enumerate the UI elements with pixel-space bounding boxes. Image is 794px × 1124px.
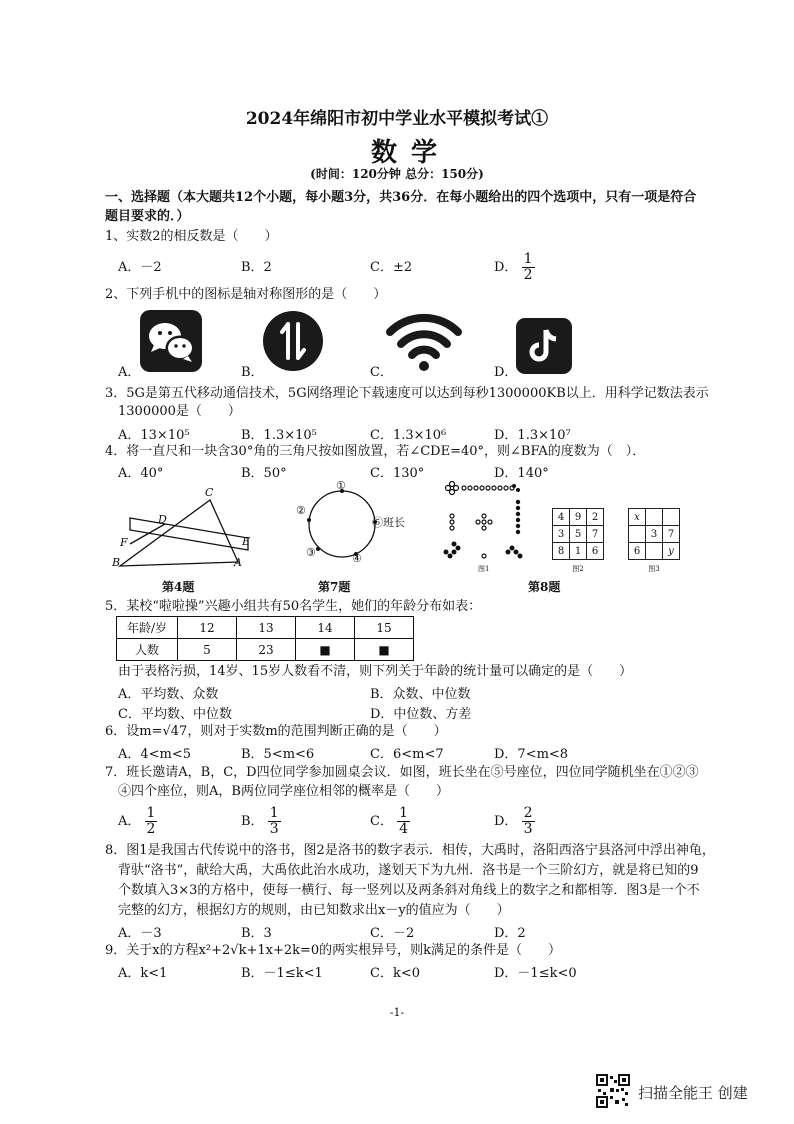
scanner-watermark: 扫描全能王 创建 (638, 1084, 748, 1102)
table-row (117, 617, 414, 639)
option-c: C．130° (370, 466, 425, 481)
exam-meta: (时间：120分钟 总分：150分) (310, 167, 484, 181)
option-b: B．1.3×10⁵ (241, 428, 317, 443)
option-b: B．众数、中位数 (370, 687, 471, 702)
option-c: C．6<m<7 (370, 747, 444, 762)
question-stem-line4: 完整的幻方，根据幻方的规则，由已知数求出x－y的值应为（ ） (118, 903, 510, 918)
option-d: D．－1≤k<0 (494, 966, 577, 981)
grid-cell: 6 (587, 543, 604, 560)
seat-label: ③ (306, 546, 316, 559)
table-header-cell: 14 (296, 617, 355, 639)
option-c: C．±2 (370, 260, 413, 275)
question-stem-line1: 7．班长邀请A，B，C，D四位同学参加圆桌会议．如图，班长坐在⑤号座位，四位同学随机坐在①②③ (105, 765, 699, 780)
point-label: F (120, 536, 128, 549)
table-header-cell: 13 (237, 617, 296, 639)
grid-cell: 3 (553, 526, 570, 543)
grid-cell (646, 509, 663, 526)
seat-label: ⑤班长 (372, 516, 405, 529)
grid-cell: 9 (570, 509, 587, 526)
table-header-cell: 15 (355, 617, 414, 639)
option-c: C．1.3×10⁶ (370, 428, 447, 443)
option-label: C． (370, 814, 393, 829)
section-heading-line1: 一、选择题（本大题共12个小题，每小题3分，共36分．在每小题给出的四个选项中，只有一项是符合 (105, 190, 697, 205)
question-stem: 6．设m=√47，则对于实数m的范围判断正确的是（ ） (105, 724, 447, 739)
question-continuation: 由于表格污损，14岁、15岁人数看不清，则下列关于年龄的统计量可以确定的是（ ） (118, 664, 633, 679)
question-stem-line3: 个数填入3×3的方格中，使每一横行、每一竖列以及两条斜对角线上的数字之和都相等．图3是一个不 (118, 883, 700, 898)
question-stem-line2: ④四个座位，则A，B两位同学座位相邻的概率是（ ） (118, 784, 449, 799)
option-c: C．k<0 (370, 966, 420, 981)
option-d: D．140° (494, 466, 549, 481)
option-c: C．平均数、中位数 (118, 707, 232, 722)
figure-8-incomplete-square (628, 508, 680, 574)
option-a: A．k<1 (118, 966, 168, 981)
option-c: C．－2 (370, 926, 415, 941)
numerator: 1 (269, 805, 279, 821)
option-a: A．－2 (118, 260, 162, 275)
grid-cell: 8 (553, 543, 570, 560)
option-b: B．3 (241, 926, 272, 941)
grid-cell: 1 (570, 543, 587, 560)
option-label: A． (118, 814, 141, 829)
option-d (494, 252, 535, 283)
figure-7-caption: 第7题 (318, 580, 351, 594)
option-label: D． (494, 260, 518, 275)
grid-cell: y (663, 543, 680, 560)
option-d: D．2 (494, 926, 526, 941)
exam-title: 2024年绵阳市初中学业水平模拟考试① (245, 109, 549, 129)
question-stem-line2: 背驮“洛书”，献给大禹，大禹依此治水成功，遂划天下为九州．洛书是一个三阶幻方，就是将已知的9 (118, 863, 699, 878)
tiktok-icon (516, 318, 572, 374)
subject-title: 数学 (370, 138, 451, 168)
option-d: D．7<m<8 (494, 747, 569, 762)
option-b: B．50° (241, 466, 287, 481)
option-a: A．13×10⁵ (118, 428, 190, 443)
table-cell: ■ (355, 639, 414, 661)
fraction (268, 806, 281, 837)
seat-label: ④ (352, 552, 362, 565)
grid-cell: 6 (629, 543, 646, 560)
numerator: 1 (523, 251, 533, 267)
grid-cell (629, 526, 646, 543)
luoshu-dots-diagram (442, 480, 526, 566)
option-label: D． (494, 814, 518, 829)
grid-cell: 7 (587, 526, 604, 543)
table-cell: 人数 (117, 639, 178, 661)
grid-cell: 2 (587, 509, 604, 526)
age-distribution-table (116, 616, 414, 661)
option-a: A．4<m<5 (118, 747, 192, 762)
option-d (494, 806, 535, 837)
seat-label: ② (296, 504, 306, 517)
grid-cell: 5 (570, 526, 587, 543)
option-a: A．－3 (118, 926, 162, 941)
figure-4-caption: 第4题 (162, 580, 195, 594)
fraction (522, 252, 535, 283)
option-d: D．1.3×10⁷ (494, 428, 571, 443)
table-cell: 23 (237, 639, 296, 661)
grid-cell: x (629, 509, 646, 526)
point-label: B (112, 556, 121, 569)
table-header-cell: 年龄/岁 (117, 617, 178, 639)
question-stem: 2、下列手机中的图标是轴对称图形的是（ ） (105, 287, 387, 302)
option-label: B． (241, 814, 264, 829)
question-stem: 4．将一直尺和一块含30°角的三角尺按如图放置，若∠CDE=40°，则∠BFA的度数为（ ）． (105, 444, 646, 459)
fraction (145, 806, 158, 837)
option-b: B．5<m<6 (241, 747, 315, 762)
figure-label: 图2 (572, 565, 584, 573)
fraction (522, 806, 535, 837)
incomplete-square-grid (628, 508, 680, 560)
figure-7 (296, 480, 416, 568)
option-c (370, 806, 410, 837)
numerator: 2 (523, 805, 533, 821)
page-number: -1- (389, 1006, 405, 1019)
question-stem-line1: 8．图1是我国古代传说中的洛书，图2是洛书的数字表示．相传，大禹时，洛阳西洛宁县洛河中浮出神龟， (105, 843, 715, 858)
wifi-icon (384, 310, 464, 372)
question-stem-line1: 3．5G是第五代移动通信技术，5G网络理论下载速度可以达到每秒1300000KB以上．用科学记数法表示 (105, 386, 709, 401)
grid-cell: 4 (553, 509, 570, 526)
option-a (118, 806, 157, 837)
table-row (117, 639, 414, 661)
denominator: 3 (269, 821, 279, 837)
option-a: A．40° (118, 466, 164, 481)
qr-code-icon (596, 1074, 630, 1108)
figure-label: 图3 (648, 565, 660, 573)
fraction (397, 806, 410, 837)
option-b: B． (241, 365, 264, 380)
denominator: 2 (523, 267, 533, 283)
point-label: A (234, 556, 242, 569)
seat-label: ① (336, 479, 346, 492)
numerator: 1 (399, 805, 409, 821)
wechat-icon (140, 310, 202, 372)
denominator: 4 (399, 821, 409, 837)
figure-8-luoshu (442, 480, 526, 572)
question-stem: 9．关于x的方程x²+2√k+1x+2k=0的两实根异号，则k满足的条件是（ ） (105, 943, 562, 958)
transfer-arrows-icon (262, 310, 324, 372)
question-stem: 1、实数2的相反数是（ ） (105, 229, 278, 244)
figure-8-caption: 第8题 (528, 580, 561, 594)
grid-cell (646, 543, 663, 560)
question-stem: 5．某校“啦啦操”兴趣小组共有50名学生，她们的年龄分布如表： (105, 599, 482, 614)
table-header-cell: 12 (178, 617, 237, 639)
option-b (241, 806, 281, 837)
table-cell: ■ (296, 639, 355, 661)
section-heading-line2: 题目要求的．） (105, 209, 190, 224)
point-label: D (158, 513, 167, 526)
table-cell: 5 (178, 639, 237, 661)
grid-cell: 3 (646, 526, 663, 543)
numerator: 1 (146, 805, 156, 821)
option-b: B．－1≤k<1 (241, 966, 323, 981)
figure-label: 图1 (478, 565, 490, 573)
point-label: E (242, 535, 251, 548)
option-d: D．中位数、方差 (370, 707, 472, 722)
option-b: B．2 (241, 260, 272, 275)
grid-cell: 7 (663, 526, 680, 543)
grid-cell (663, 509, 680, 526)
figure-4 (110, 488, 260, 573)
option-c: C． (370, 365, 393, 380)
denominator: 2 (146, 821, 156, 837)
option-d: D． (494, 365, 518, 380)
denominator: 3 (523, 821, 533, 837)
figure-8-magic-square (552, 508, 604, 574)
option-a: A． (118, 365, 141, 380)
point-label: C (205, 486, 214, 499)
magic-square-grid (552, 508, 604, 560)
option-a: A．平均数、众数 (118, 687, 219, 702)
question-stem-line2: 1300000是（ ） (118, 404, 241, 419)
